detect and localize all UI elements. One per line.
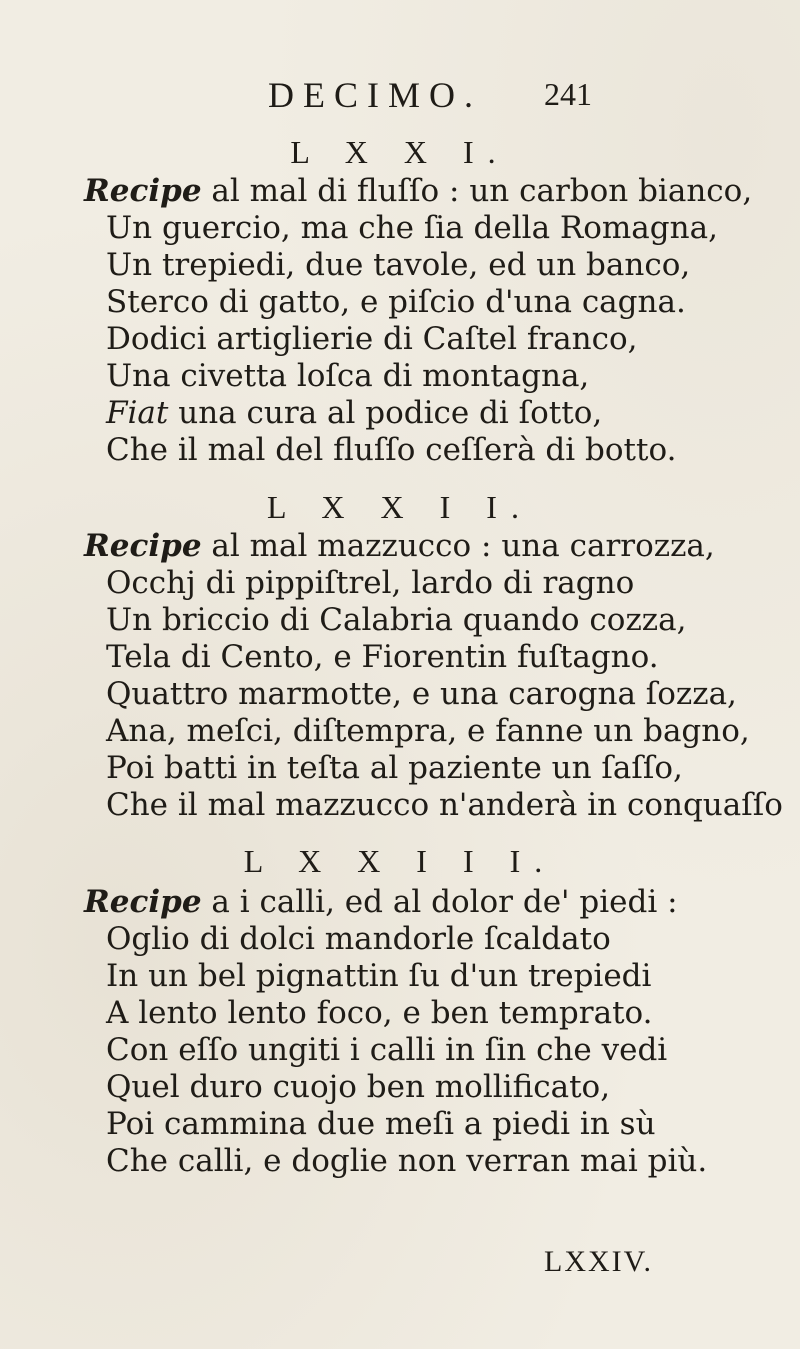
verse-line: Recipe a i calli, ed al dolor de' piedi : (84, 884, 678, 920)
recipe-word: Recipe (84, 884, 202, 920)
page-number: 241 (544, 76, 592, 112)
verse-line: Dodici artiglierie di Caſtel franco, (106, 321, 638, 357)
verse-line: A lento lento foco, e ben temprato. (106, 995, 653, 1031)
verse-line: Ana, meſci, diſtempra, e fanne un bagno, (106, 713, 750, 749)
verse-line: Quattro marmotte, e una carogna ſozza, (106, 676, 737, 712)
verse-line: Sterco di gatto, e piſcio d'una cagna. (106, 284, 686, 320)
verse-line: Una civetta loſca di montagna, (106, 358, 590, 394)
verse-line: Occhj di pippiſtrel, lardo di ragno (106, 565, 635, 601)
poem-lxxiii (0, 884, 707, 1180)
verse-line: Che calli, e doglie non verran mai più. (106, 1143, 708, 1179)
verse-line: Recipe al mal di fluſſo : un carbon bianco, (84, 173, 753, 209)
verse-line: Fiat una cura al podice di ſotto, (106, 395, 603, 431)
poem-lxxi (0, 173, 752, 469)
verse-line: Un trepiedi, due tavole, ed un banco, (106, 247, 691, 283)
running-head (0, 74, 800, 114)
section-heading-lxxi: L X X I. (290, 134, 510, 170)
verse-line: Con eſſo ungiti i calli in ſin che vedi (106, 1032, 668, 1068)
section-heading-lxxii: L X X I I. (267, 489, 533, 525)
verse-line: In un bel pignattin ſu d'un trepiedi (106, 958, 652, 994)
verse-line: Recipe al mal mazzucco : una carrozza, (84, 528, 715, 564)
verse-line: Quel duro cuojo ben mollificato, (106, 1069, 611, 1105)
verse-line: Che il mal del fluſſo ceſſerà di botto. (106, 432, 677, 468)
fiat-word: Fiat (106, 395, 169, 431)
section-heading-lxxiii: L X X I I I. (243, 843, 557, 879)
verse-line: Tela di Cento, e Fiorentin fuſtagno. (106, 639, 659, 675)
recipe-word: Recipe (84, 173, 202, 209)
catchword: LXXIV. (544, 1245, 653, 1278)
poem-lxxii (0, 528, 783, 824)
verse-line: Oglio di dolci mandorle ſcaldato (106, 921, 611, 957)
verse-line: Un guercio, ma che ſia della Romagna, (106, 210, 718, 246)
running-title: DECIMO. (268, 75, 482, 115)
verse-line: Un briccio di Calabria quando cozza, (106, 602, 687, 638)
verse-line: Che il mal mazzucco n'anderà in conquaſſo (106, 787, 783, 823)
verse-line: Poi cammina due meſi a piedi in sù (106, 1106, 656, 1142)
recipe-word: Recipe (84, 528, 202, 564)
verse-line: Poi batti in teſta al paziente un ſaſſo, (106, 750, 683, 786)
